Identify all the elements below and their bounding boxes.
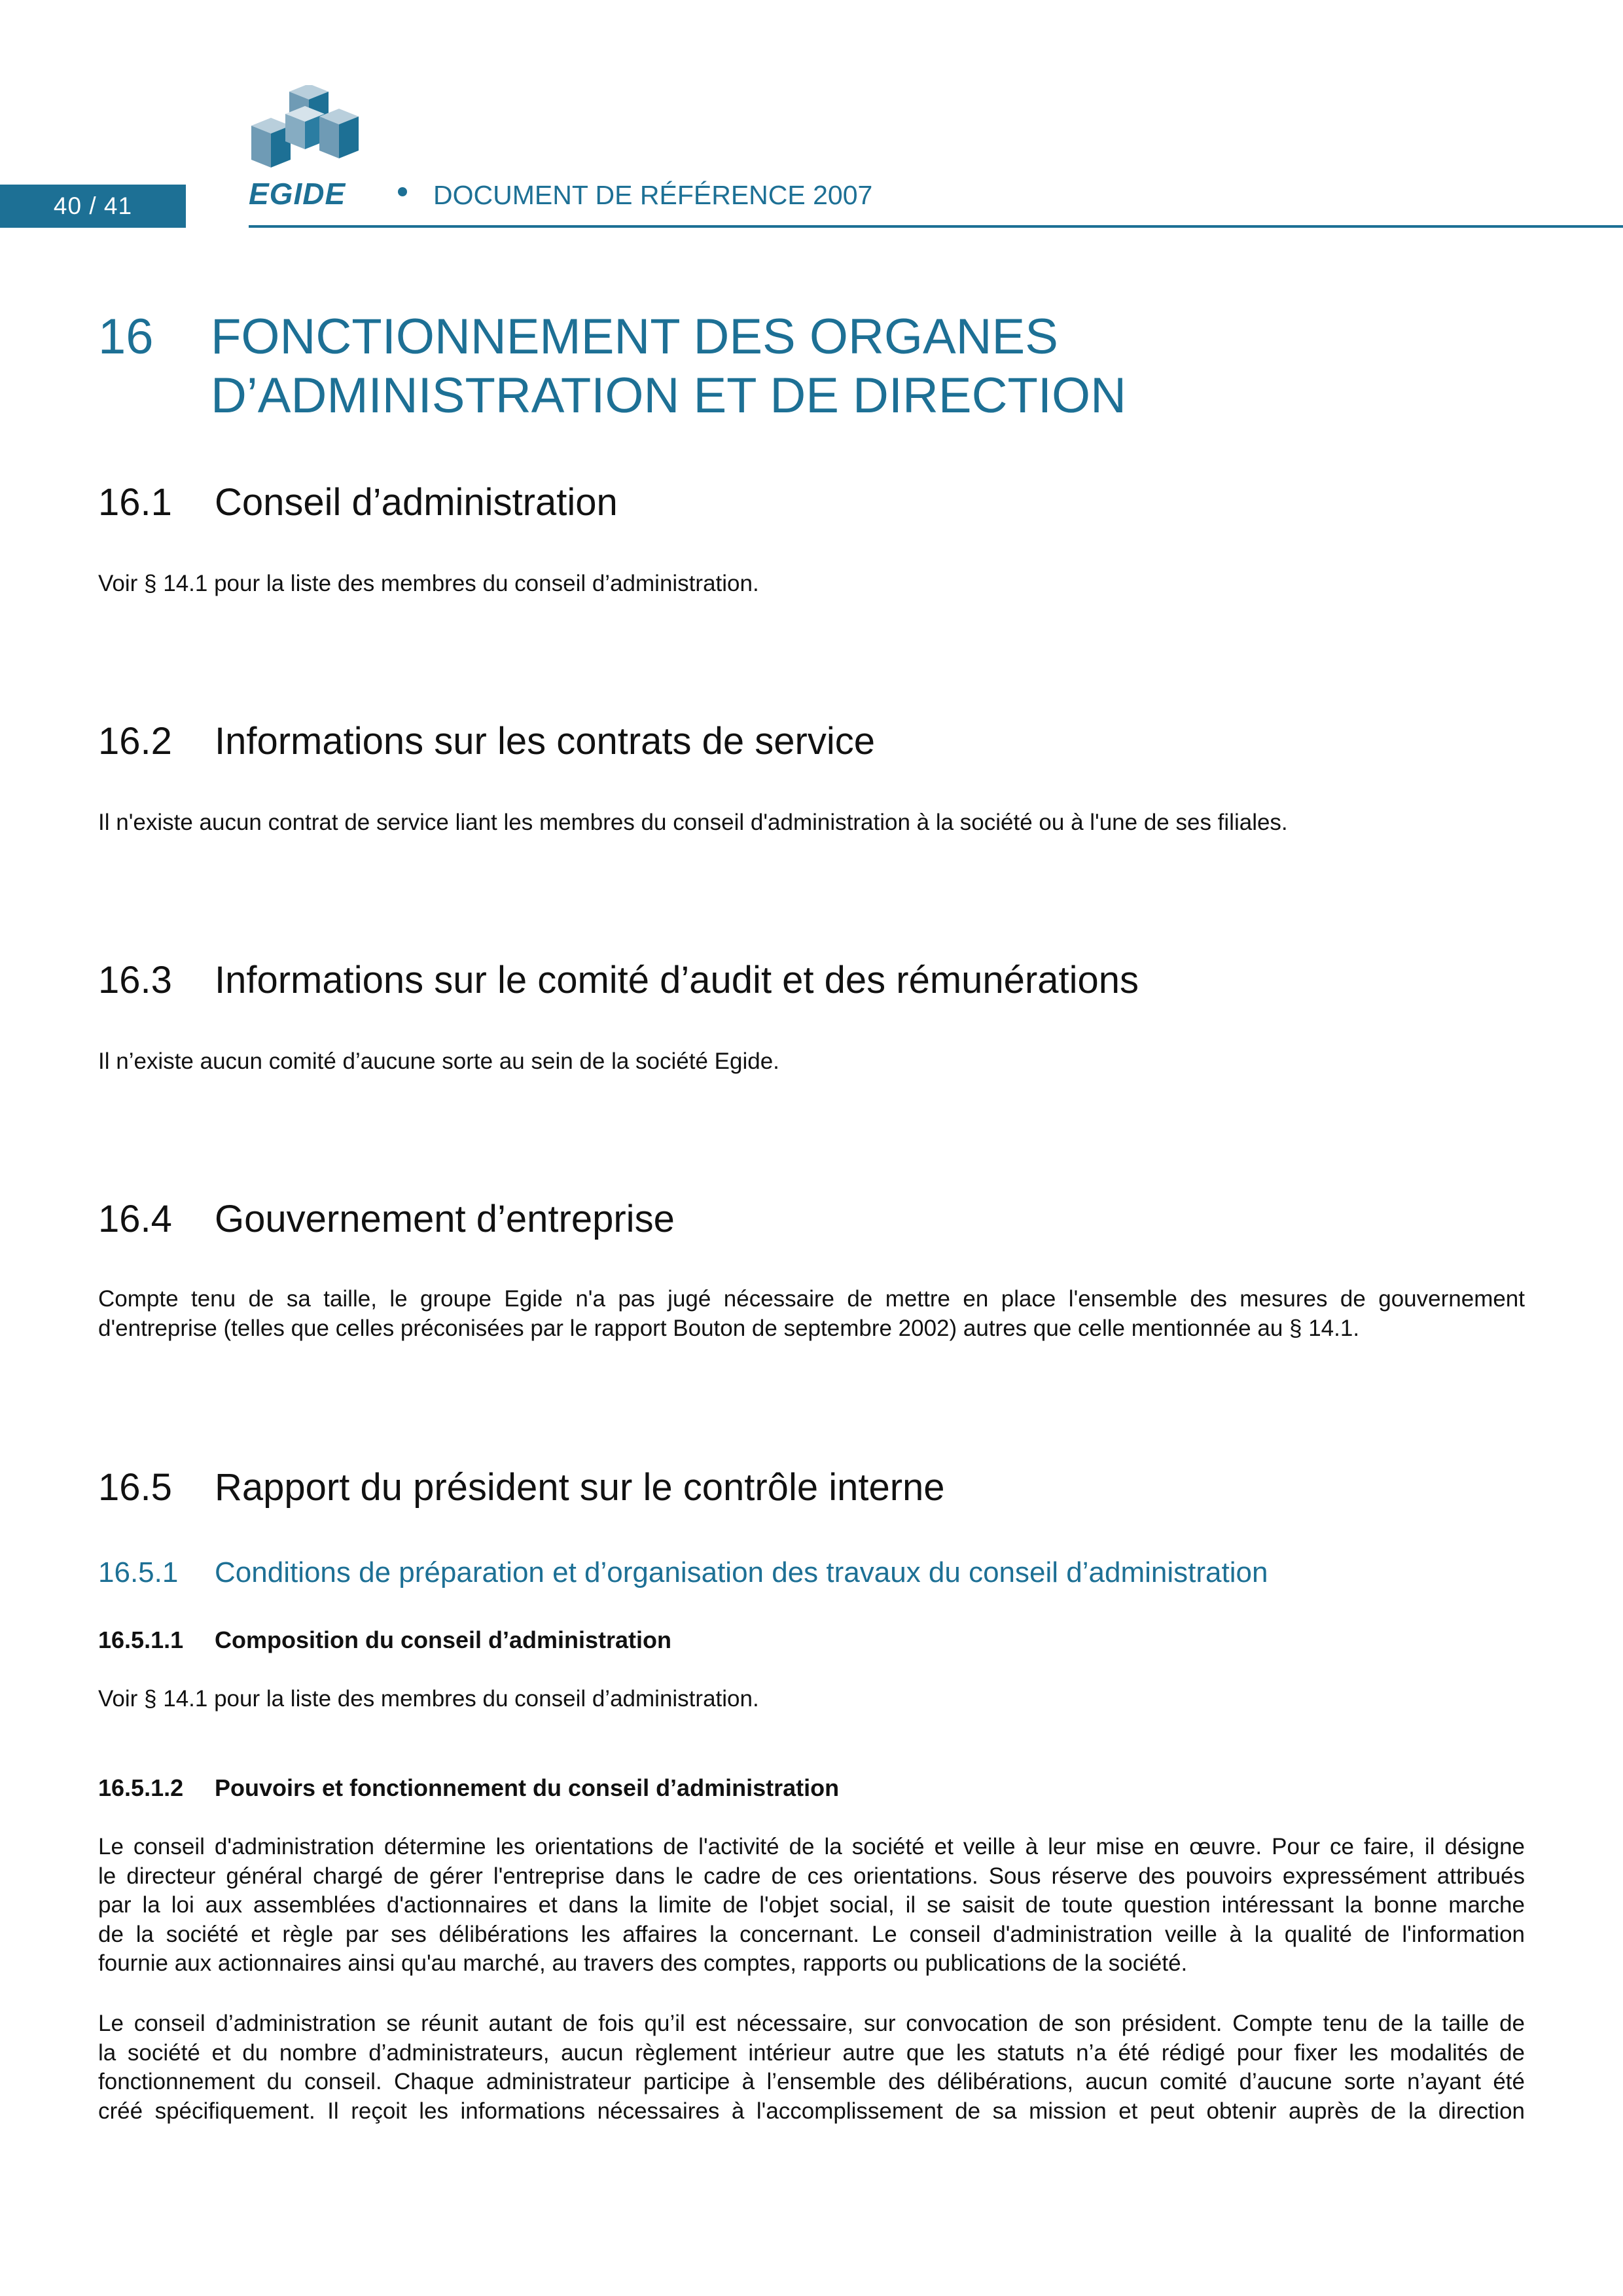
section-number: 16.4 — [98, 1198, 172, 1240]
text-line: par la loi aux assemblées d'actionnaires et dans la limite de l'objet social, il se saisit de toute question intéressant la bonne marche — [98, 1892, 1525, 1918]
paragraph-16-1 — [98, 569, 1525, 599]
chapter-title-line-2: D’ADMINISTRATION ET DE DIRECTION — [211, 368, 1127, 423]
page-indicator: 40 / 41 — [0, 185, 186, 228]
paragraph-16-5-1-2-b — [98, 2009, 1525, 2126]
text-line: la société et du nombre d’administrateurs, aucun règlement intérieur autre que les statuts n’a été rédigé pour fixer les modalités de — [98, 2039, 1525, 2066]
section-title: Rapport du président sur le contrôle interne — [215, 1466, 945, 1509]
section-number: 16.2 — [98, 720, 172, 762]
text-line: créé spécifiquement. Il reçoit les informations nécessaires à l'accomplissement de sa mission et peut obtenir auprès de la direction — [98, 2098, 1525, 2124]
text-line: de la société et règle par ses délibérations les affaires la concernant. Le conseil d'administration veille à la qualité de l'information — [98, 1921, 1525, 1947]
text-line: Il n’existe aucun comité d’aucune sorte au sein de la société Egide. — [98, 1049, 779, 1074]
section-title: Informations sur le comité d’audit et des rémunérations — [215, 959, 1139, 1001]
subsubsection-number: 16.5.1.2 — [98, 1774, 184, 1801]
paragraph-16-2 — [98, 808, 1525, 838]
text-line: Compte tenu de sa taille, le groupe Egide n'a pas jugé nécessaire de mettre en place l'ensemble des mesures de gouvernement — [98, 1286, 1525, 1312]
subsubsection-title: Composition du conseil d’administration — [215, 1626, 672, 1653]
subsection-heading-16-5-1 — [98, 1554, 1268, 1591]
header-divider — [249, 225, 1623, 228]
section-heading-16-1 — [98, 480, 618, 526]
section-number: 16.1 — [98, 481, 172, 524]
paragraph-16-4 — [98, 1285, 1525, 1343]
header-bullet — [398, 187, 407, 196]
text-line: d'entreprise (telles que celles préconisées par le rapport Bouton de septembre 2002) autres que celle mentionnée au § 14.1. — [98, 1315, 1360, 1341]
text-line: Le conseil d'administration détermine les orientations de l'activité de la société et veille à leur mise en œuvre. Pour ce faire, il désigne — [98, 1834, 1525, 1859]
subsubsection-number: 16.5.1.1 — [98, 1626, 184, 1653]
section-number: 16.5 — [98, 1466, 172, 1509]
text-line: fournie aux actionnaires ainsi qu'au marché, au travers des comptes, rapports ou publications de la société. — [98, 1950, 1188, 1976]
text-line: Il n'existe aucun contrat de service liant les membres du conseil d'administration à la société ou à l'une de ses filiales. — [98, 810, 1288, 835]
section-title: Informations sur les contrats de service — [215, 720, 875, 762]
text-line: Le conseil d’administration se réunit autant de fois qu’il est nécessaire, sur convocation de son président. Compte tenu de la taille de — [98, 2011, 1525, 2036]
logo-wordmark: EGIDE — [249, 177, 346, 211]
paragraph-16-5-1-2-a — [98, 1833, 1525, 1979]
subsection-title: Conditions de préparation et d’organisation des travaux du conseil d’administration — [215, 1556, 1268, 1588]
paragraph-16-3 — [98, 1047, 1525, 1077]
chapter-number: 16 — [98, 309, 154, 365]
subsubsection-heading-16-5-1-2 — [98, 1773, 839, 1803]
text-line: fonctionnement du conseil. Chaque administrateur participe à l’ensemble des délibérations, aucun comité d’aucune sorte n’ayant été — [98, 2069, 1525, 2094]
chapter-title — [211, 308, 1126, 425]
section-title: Conseil d’administration — [215, 481, 618, 524]
section-heading-16-2 — [98, 719, 875, 764]
document-title: DOCUMENT DE RÉFÉRENCE 2007 — [433, 180, 873, 210]
chapter-title-line-1: FONCTIONNEMENT DES ORGANES — [211, 309, 1058, 365]
subsubsection-title: Pouvoirs et fonctionnement du conseil d’administration — [215, 1774, 840, 1801]
section-heading-16-3 — [98, 958, 1139, 1003]
section-heading-16-4 — [98, 1196, 675, 1242]
subsection-number: 16.5.1 — [98, 1556, 179, 1588]
section-title: Gouvernement d’entreprise — [215, 1198, 675, 1240]
text-line: Voir § 14.1 pour la liste des membres du conseil d’administration. — [98, 1686, 759, 1712]
subsubsection-heading-16-5-1-1 — [98, 1625, 671, 1655]
text-line: Voir § 14.1 pour la liste des membres du conseil d’administration. — [98, 571, 759, 596]
paragraph-16-5-1-1 — [98, 1685, 1525, 1714]
section-number: 16.3 — [98, 959, 172, 1001]
section-heading-16-5 — [98, 1465, 945, 1511]
text-line: le directeur général chargé de gérer l'entreprise dans le cadre de ces orientations. Sous réserve des pouvoirs expressément attribués — [98, 1863, 1525, 1889]
